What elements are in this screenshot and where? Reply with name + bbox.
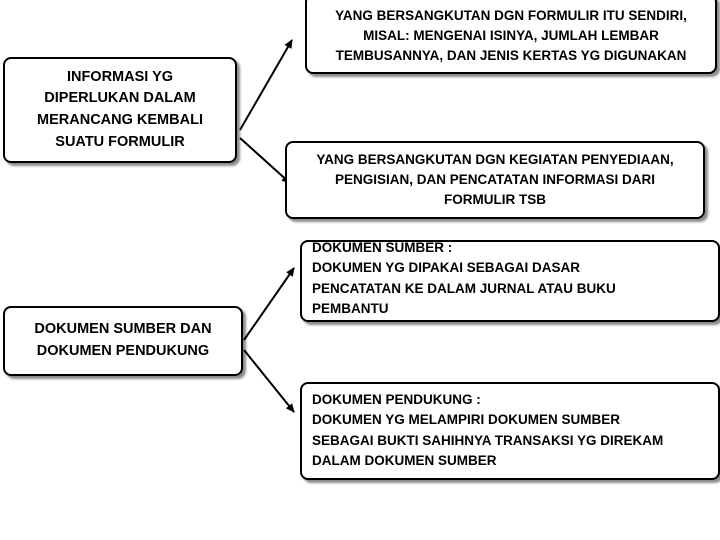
info-line: SUATU FORMULIR xyxy=(55,133,185,150)
dokumen-sumber-line: DOKUMEN YG DIPAKAI SEBAGAI DASAR xyxy=(312,260,581,276)
info-box-text xyxy=(37,67,203,154)
formulir-box xyxy=(305,0,717,74)
kegiatan-line: YANG BERSANGKUTAN DGN KEGIATAN PENYEDIAAN, xyxy=(316,151,674,167)
formulir-line: MISAL: MENGENAI ISINYA, JUMLAH LEMBAR xyxy=(363,27,659,43)
dokumen-sumber-text xyxy=(312,238,708,319)
dokumen-pendukung-line: SEBAGAI BUKTI SAHIHNYA TRANSAKSI YG DIREKAM xyxy=(312,432,664,448)
dokumen-sumber-line: DOKUMEN SUMBER : xyxy=(312,240,453,255)
arrow-info-to-formulir xyxy=(240,40,292,130)
kegiatan-box-text xyxy=(316,150,673,211)
dokumen-sumber-line: PEMBANTU xyxy=(312,300,389,316)
arrow-dokumen-to-pendukung xyxy=(244,350,294,412)
dokumen-pendukung-line: DOKUMEN YG MELAMPIRI DOKUMEN SUMBER xyxy=(312,412,621,428)
kegiatan-line: PENGISIAN, DAN PENCATATAN INFORMASI DARI xyxy=(335,171,655,187)
formulir-line: TEMBUSANNYA, DAN JENIS KERTAS YG DIGUNAKAN xyxy=(335,48,687,64)
arrow-info-to-kegiatan xyxy=(240,138,290,183)
formulir-box-text xyxy=(335,6,687,67)
dokumen-pendukung-line: DALAM DOKUMEN SUMBER xyxy=(312,452,497,468)
dokumen-pendukung-line: DOKUMEN PENDUKUNG : xyxy=(312,392,481,407)
dokumen-box-text xyxy=(34,319,211,363)
info-line: MERANCANG KEMBALI xyxy=(37,112,203,128)
dokumen-line: DOKUMEN PENDUKUNG xyxy=(36,343,210,359)
info-line: DIPERLUKAN DALAM xyxy=(44,90,196,107)
dokumen-pendukung-box xyxy=(300,382,720,480)
dokumen-sumber-line: PENCATATAN KE DALAM JURNAL ATAU BUKU xyxy=(312,280,616,296)
formulir-line: YANG BERSANGKUTAN DGN FORMULIR ITU SENDIRI, xyxy=(335,7,687,23)
dokumen-sumber-box xyxy=(300,240,720,322)
dokumen-line: DOKUMEN SUMBER DAN xyxy=(34,321,212,338)
kegiatan-line: FORMULIR TSB xyxy=(444,192,546,208)
arrow-dokumen-to-sumber xyxy=(244,268,294,340)
dokumen-box xyxy=(3,306,243,376)
kegiatan-box xyxy=(285,141,705,219)
dokumen-pendukung-text xyxy=(312,390,708,471)
info-line: INFORMASI YG xyxy=(66,68,174,85)
info-box xyxy=(3,57,237,163)
